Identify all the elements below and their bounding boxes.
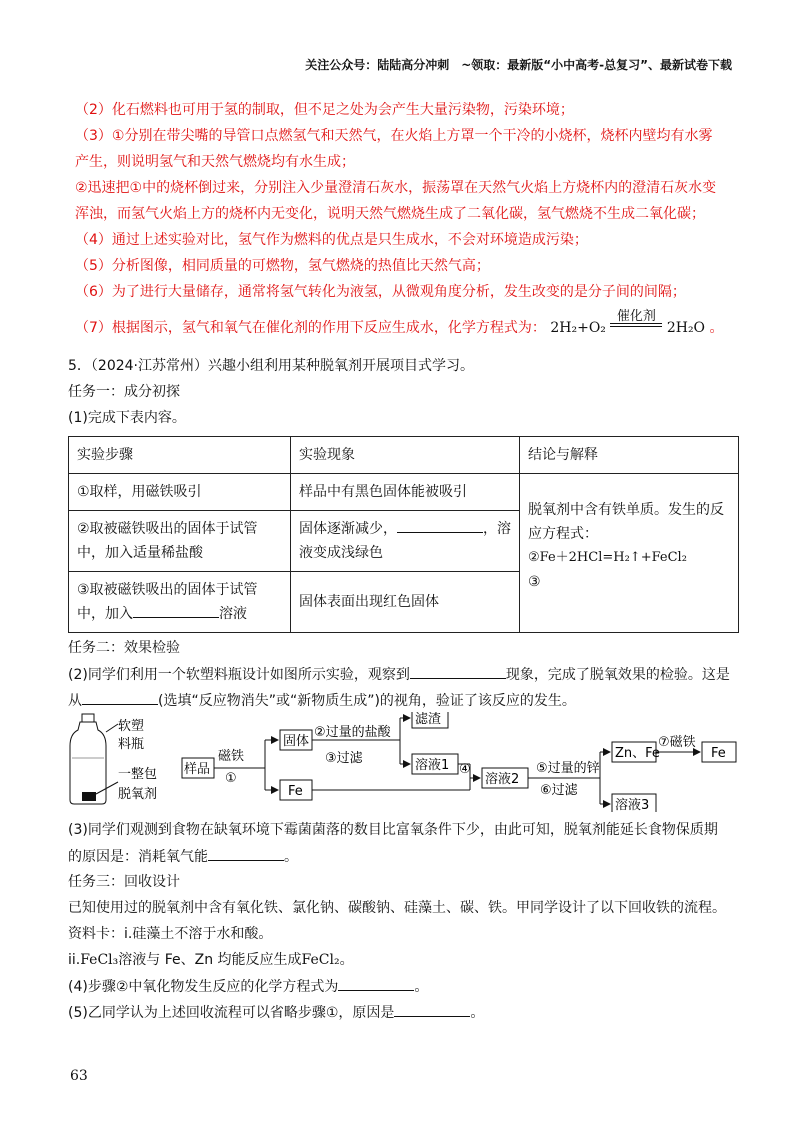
fe-final-label: Fe bbox=[711, 746, 726, 761]
answer-4: （4）通过上述实验对比，氢气作为燃料的优点是只生成水，不会对环境造成污染； bbox=[75, 232, 588, 248]
magnet-2-label: ⑦磁铁 bbox=[658, 735, 696, 750]
experiment-table bbox=[68, 436, 739, 633]
q5-end: 。 bbox=[470, 1005, 485, 1021]
answer-blank[interactable] bbox=[410, 664, 506, 679]
pack-label-1: 一整包 bbox=[118, 767, 158, 782]
answer-7-text: （7）根据图示，氢气和氧气在催化剂的作用下反应生成水，化学方程式为： bbox=[75, 320, 546, 336]
answer-blank[interactable] bbox=[82, 690, 158, 705]
card2-text: 溶液与 Fe、Zn 均能反应生成 bbox=[118, 952, 302, 968]
task-2-heading: 任务二：效果检验 bbox=[68, 640, 180, 656]
task-3-heading: 任务三：回收设计 bbox=[68, 874, 180, 890]
sample-label: 样品 bbox=[184, 762, 211, 777]
question-5-1: (1)完成下表内容。 bbox=[68, 410, 186, 426]
table-cell-step-1: ①取样，用磁铁吸引 bbox=[69, 474, 291, 511]
observation-2-text: 固体逐渐减少， bbox=[299, 521, 397, 537]
solution-2-label: 溶液2 bbox=[485, 772, 520, 787]
observation-2-text-b: ，溶 bbox=[483, 521, 511, 537]
answer-blank[interactable] bbox=[133, 603, 219, 618]
step-3-line-1: ③取被磁铁吸出的固体于试管 bbox=[77, 582, 258, 598]
table-header-step: 实验步骤 bbox=[69, 437, 291, 474]
acid-label: ②过量的盐酸 bbox=[314, 725, 391, 740]
step-2-line-1: ②取被磁铁吸出的固体于试管 bbox=[77, 521, 258, 537]
table-cell-observation-2 bbox=[291, 511, 520, 572]
equation-reactants: 2H₂+O₂ bbox=[550, 320, 606, 336]
step-4-label: ④ bbox=[459, 762, 471, 777]
observation-2-line-2: 液变成浅绿色 bbox=[299, 545, 383, 561]
q2-text: (2)同学们利用一个软塑料瓶设计如图所示实验，观察到 bbox=[68, 667, 410, 683]
q2b-prefix: 从 bbox=[68, 693, 82, 709]
plastic-bottle-icon bbox=[70, 714, 106, 804]
task-1-heading: 任务一：成分初探 bbox=[68, 384, 180, 400]
q4-text: (4)步骤②中氧化物发生反应的化学方程式为 bbox=[68, 979, 339, 995]
conclusion-equation: ②Fe＋2HCl=H₂↑+FeCl₂ bbox=[528, 550, 687, 565]
solution-3-label: 溶液3 bbox=[615, 798, 650, 812]
equation bbox=[550, 309, 709, 336]
question-5-title: 5．（2024·江苏常州）兴趣小组利用某种脱氧剂开展项目式学习。 bbox=[68, 358, 474, 374]
answer-7 bbox=[75, 309, 724, 338]
table-header-conclusion: 结论与解释 bbox=[520, 437, 739, 474]
question-5-4 bbox=[68, 976, 428, 997]
table-cell-step-2 bbox=[69, 511, 291, 572]
question-5-3-line1: (3)同学们观测到食物在缺氧环境下霉菌菌落的数目比富氧条件下少，由此可知，脱氧剂能延长食物保质期 bbox=[68, 822, 718, 838]
answer-blank[interactable] bbox=[394, 1002, 470, 1017]
answer-3-line3: ②迅速把①中的烧杯倒过来，分别注入少量澄清石灰水，振荡罩在天然气火焰上方烧杯内的澄清石灰水变 bbox=[75, 180, 717, 196]
step-1-label: ① bbox=[225, 771, 237, 786]
table-header-observation: 实验现象 bbox=[291, 437, 520, 474]
answer-blank[interactable] bbox=[208, 846, 284, 861]
question-5-5 bbox=[68, 1002, 484, 1023]
answer-5: （5）分析图像，相同质量的可燃物，氢气燃烧的热值比天然气高； bbox=[75, 258, 490, 274]
q2b-text: (选填“反应物消失”或“新物质生成”)的视角，验证了该反应的发生。 bbox=[158, 693, 576, 709]
conclusion-line-3: ③ bbox=[528, 574, 541, 590]
q3-end: 。 bbox=[284, 849, 298, 865]
step-2-line-2: 中，加入适量稀盐酸 bbox=[77, 545, 203, 561]
answer-3-line2: 产生，则说明氢气和天然气燃烧均有水生成； bbox=[75, 154, 355, 170]
fe-label: Fe bbox=[288, 784, 303, 799]
solution-1-label: 溶液1 bbox=[415, 758, 450, 773]
solid-label: 固体 bbox=[283, 734, 310, 749]
question-5-2-line1 bbox=[68, 664, 730, 685]
residue-label: 滤渣 bbox=[415, 712, 442, 727]
filter-1-label: ③过滤 bbox=[325, 751, 363, 766]
conclusion-line-1: 脱氧剂中含有铁单质。发生的反 bbox=[528, 502, 724, 518]
zinc-label: ⑤过量的锌 bbox=[536, 761, 600, 776]
step-3-text-end: 溶液 bbox=[219, 606, 247, 622]
magnet-label: 磁铁 bbox=[218, 749, 245, 764]
q3-text: 的原因是：消耗氧气能 bbox=[68, 849, 208, 865]
table-cell-observation-3: 固体表面出现红色固体 bbox=[291, 572, 520, 633]
fecl3-formula: FeCl₃ bbox=[80, 952, 119, 968]
filter-2-label: ⑥过滤 bbox=[540, 783, 578, 798]
question-5-2-line2 bbox=[68, 690, 576, 711]
table-cell-step-3 bbox=[69, 572, 291, 633]
page-header: 关注公众号：陆陆高分冲刺 ~领取：最新版“小中高考-总复习”、最新试卷下载 bbox=[305, 58, 732, 72]
bottle-label-1: 软塑 bbox=[118, 719, 145, 734]
answer-blank[interactable] bbox=[338, 976, 414, 991]
zn-fe-label: Zn、Fe bbox=[615, 746, 660, 761]
catalyst-label: 催化剂 bbox=[616, 309, 656, 324]
table-cell-conclusion bbox=[520, 474, 739, 633]
answer-3-line1: （3）①分别在带尖嘴的导管口点燃氢气和天然气，在火焰上方罩一个干冷的小烧杯，烧杯内壁均有水雾 bbox=[75, 128, 713, 144]
answer-2: （2）化石燃料也可用于氢的制取，但不足之处为会产生大量污染物，污染环境； bbox=[75, 102, 574, 118]
question-5-3-line2 bbox=[68, 846, 298, 867]
card2-prefix: ii. bbox=[68, 952, 81, 968]
equation-product: 2H₂O bbox=[666, 320, 706, 336]
conclusion-line-2: 应方程式： bbox=[528, 526, 598, 542]
recovery-flow-diagram bbox=[60, 712, 760, 812]
equation-condition bbox=[610, 309, 662, 332]
table-cell-observation-1: 样品中有黑色固体能被吸引 bbox=[291, 474, 520, 511]
q4-end: 。 bbox=[414, 979, 429, 995]
info-card-2 bbox=[68, 950, 354, 970]
recycling-intro: 已知使用过的脱氧剂中含有氧化铁、氯化钠、碳酸钠、硅藻土、碳、铁。甲同学设计了以下回收铁的流程。 bbox=[68, 900, 726, 916]
pack-label-2: 脱氧剂 bbox=[118, 787, 158, 802]
info-card-1: 资料卡：i.硅藻土不溶于水和酸。 bbox=[68, 926, 273, 942]
answer-6: （6）为了进行大量储存，通常将氢气转化为液氢，从微观角度分析，发生改变的是分子间的间隔； bbox=[75, 284, 686, 300]
fecl2-formula: FeCl₂ bbox=[301, 952, 340, 968]
step-3-text: 中，加入 bbox=[77, 606, 133, 622]
bottle-label-2: 料瓶 bbox=[118, 737, 145, 752]
equation-end: 。 bbox=[709, 320, 724, 336]
q5-text: (5)乙同学认为上述回收流程可以省略步骤①，原因是 bbox=[68, 1005, 395, 1021]
deoxidizer-pack bbox=[82, 792, 96, 801]
answer-3-line4: 浑浊，而氢气火焰上方的烧杯内无变化，说明天然气燃烧生成了二氧化碳，氢气燃烧不生成二氧化碳； bbox=[75, 206, 705, 222]
answer-blank[interactable] bbox=[397, 518, 483, 533]
card2-end: 。 bbox=[339, 952, 354, 968]
page-number: 63 bbox=[70, 1068, 88, 1084]
q2-text-end: 现象，完成了脱氧效果的检验。这是 bbox=[505, 667, 730, 683]
